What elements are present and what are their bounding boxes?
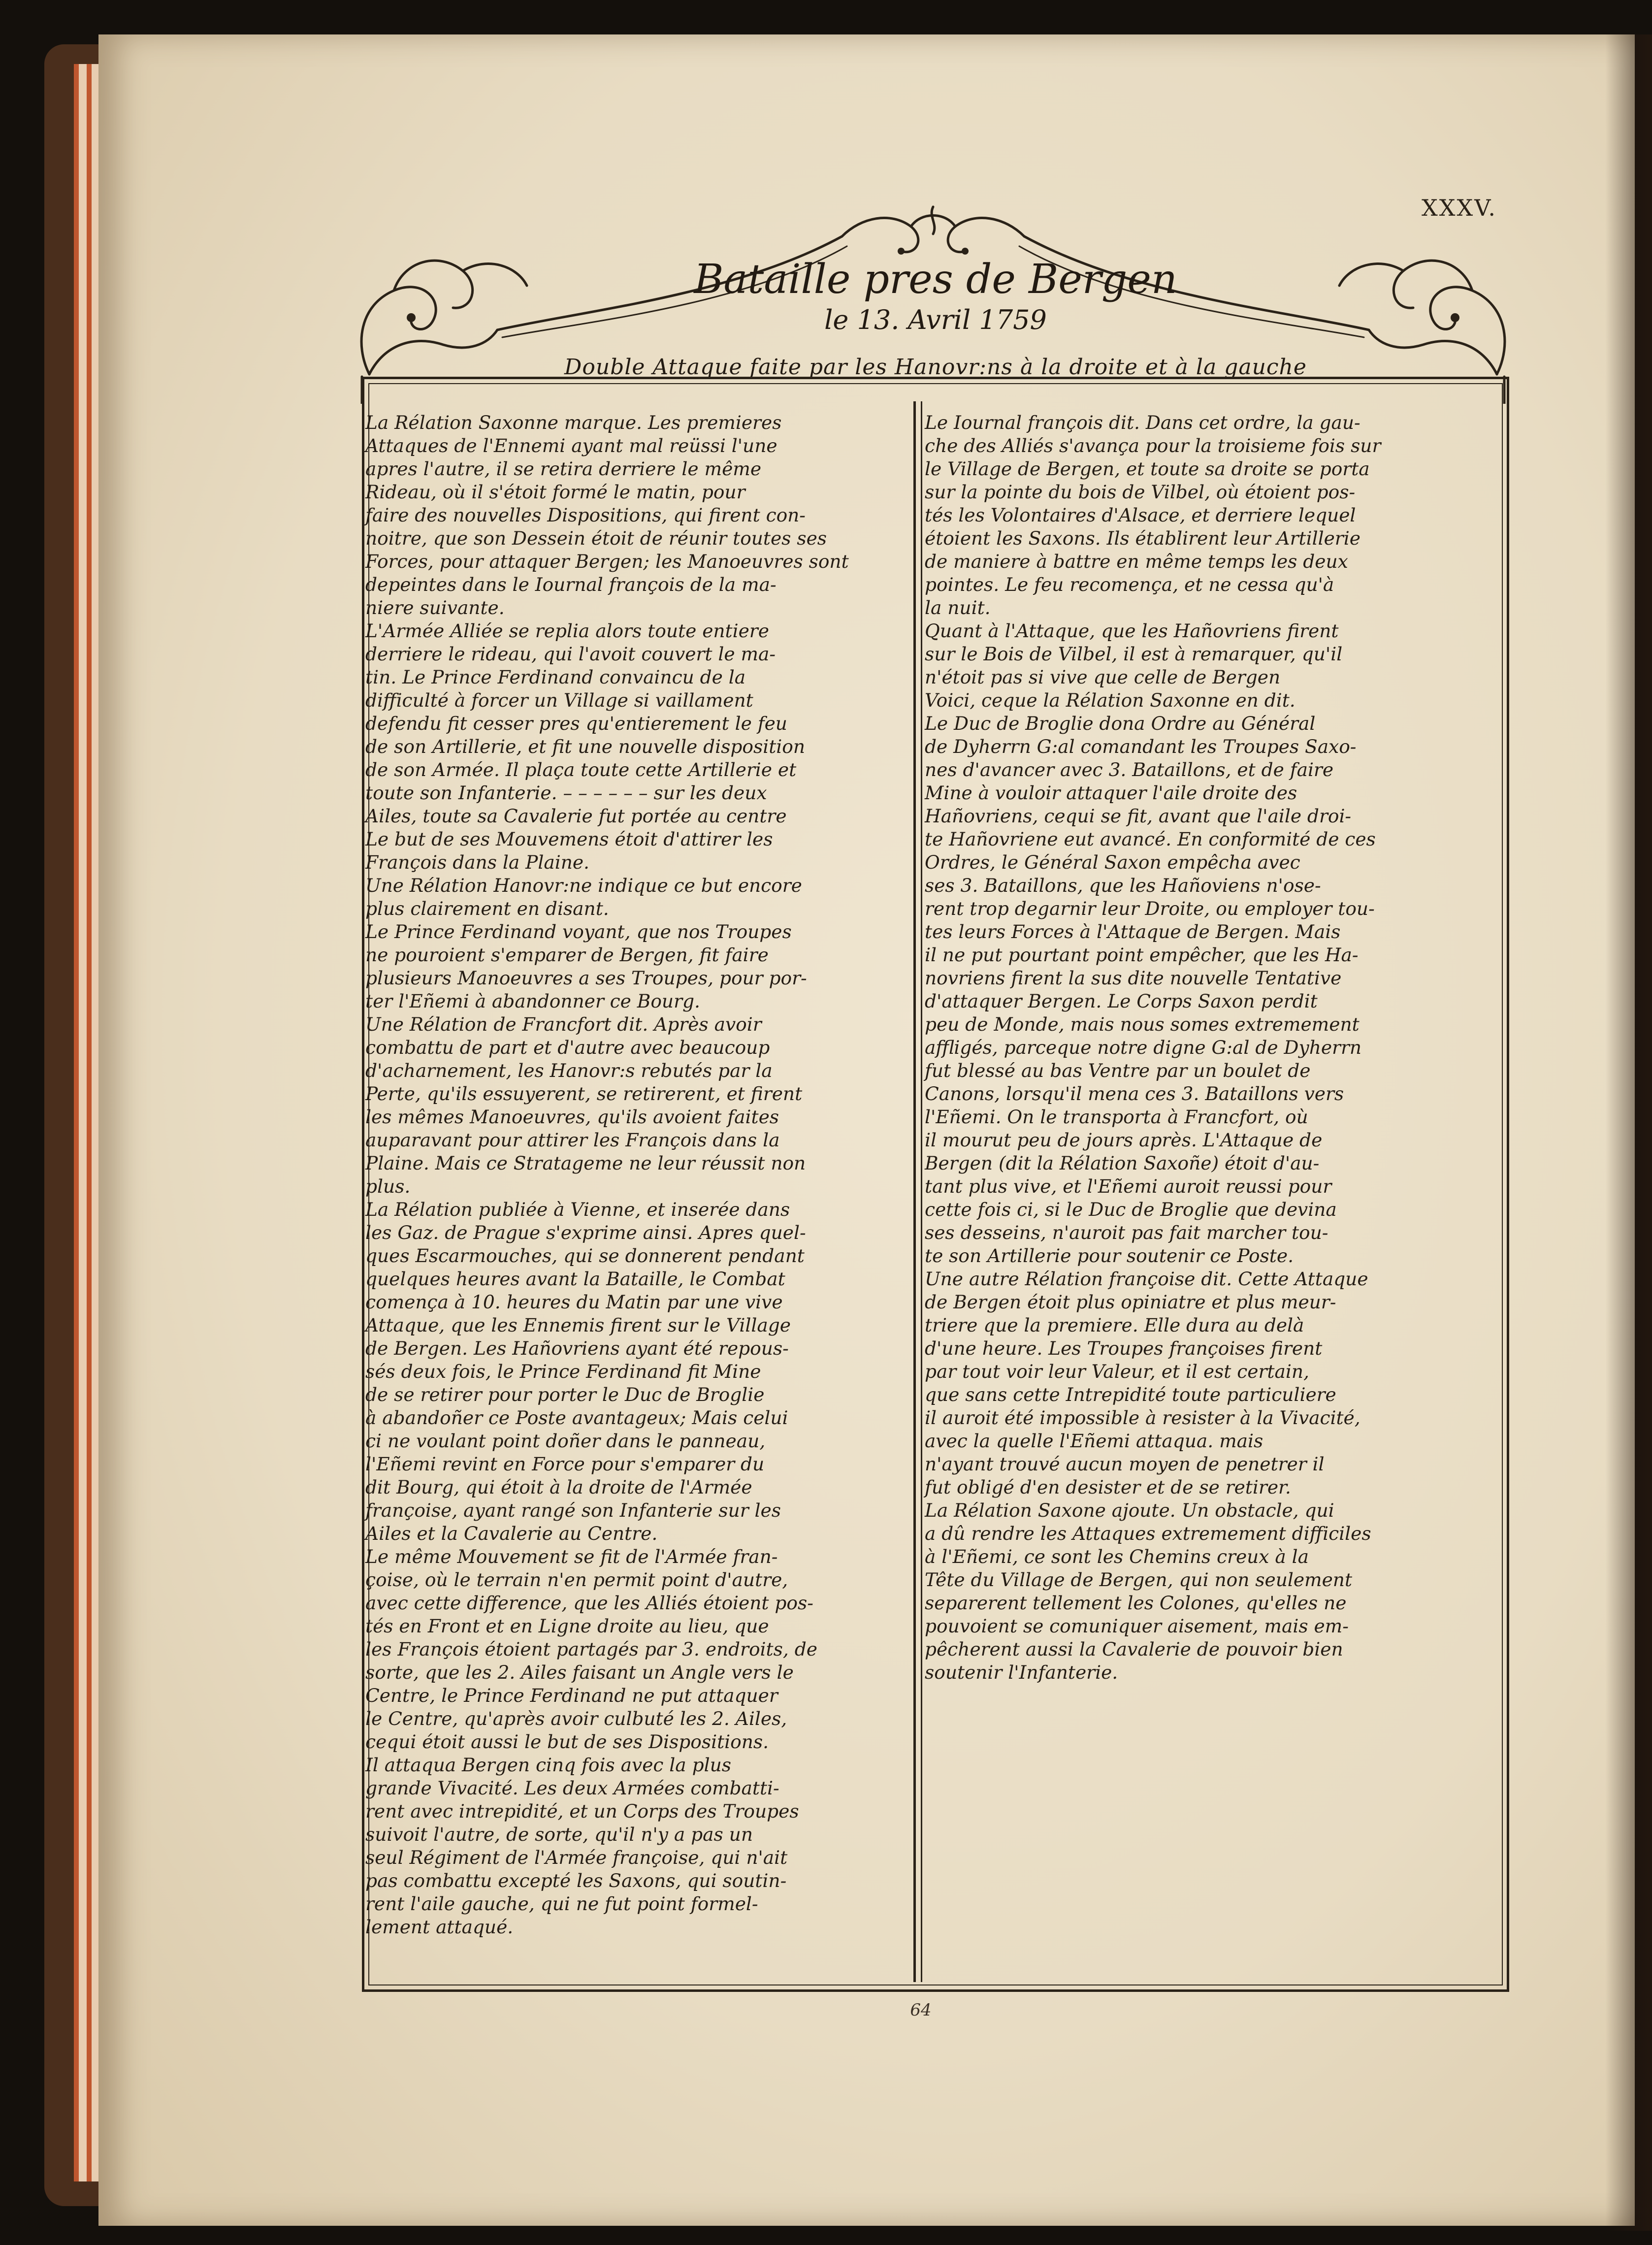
text-line: niere suivante. <box>365 597 505 618</box>
text-line: apres l'autre, il se retira derriere le même <box>365 458 762 480</box>
text-line: quelques heures avant la Bataille, le Combat <box>365 1268 785 1290</box>
text-line: nes d'avancer avec 3. Bataillons, et de faire <box>925 759 1334 781</box>
text-line: pointes. Le feu recomença, et ne cessa qu'à <box>925 574 1334 595</box>
text-line: combattu de part et d'autre avec beaucoup <box>365 1037 770 1058</box>
text-line: Il attaqua Bergen cinq fois avec la plus <box>365 1754 731 1776</box>
text-line: n'étoit pas si vive que celle de Bergen <box>925 666 1281 688</box>
left-column <box>365 411 907 1939</box>
text-line: la nuit. <box>925 597 991 618</box>
text-line: Une Rélation Hanovr:ne indique ce but encore <box>365 875 802 896</box>
text-line: seul Régiment de l'Armée françoise, qui n'ait <box>365 1847 788 1868</box>
text-line: derriere le rideau, qui l'avoit couvert le ma- <box>365 643 776 665</box>
text-line: Tête du Village de Bergen, qui non seulement <box>925 1569 1353 1591</box>
text-line: pêcherent aussi la Cavalerie de pouvoir bien <box>925 1638 1343 1660</box>
text-line: soutenir l'Infanterie. <box>925 1661 1118 1683</box>
text-line: ne pouroient s'emparer de Bergen, fit faire <box>365 944 769 966</box>
text-line: plus. <box>365 1175 411 1197</box>
text-line: Le Iournal françois dit. Dans cet ordre, la gau- <box>925 412 1360 433</box>
text-line: sur le Bois de Vilbel, il est à remarquer, qu'il <box>925 643 1343 665</box>
text-line: separerent tellement les Colones, qu'elles ne <box>925 1592 1347 1614</box>
text-line: grande Vivacité. Les deux Armées combatti- <box>365 1777 779 1799</box>
text-line: fut blessé au bas Ventre par un boulet de <box>925 1060 1311 1081</box>
text-line: rent trop degarnir leur Droite, ou employer tou- <box>925 898 1375 919</box>
text-line: les Gaz. de Prague s'exprime ainsi. Apres quel- <box>365 1222 806 1243</box>
text-line: Hañovriens, cequi se fit, avant que l'aile droi- <box>925 805 1352 827</box>
text-line: pouvoient se comuniquer aisement, mais em- <box>925 1615 1349 1637</box>
text-line: de son Artillerie, et fit une nouvelle disposition <box>365 736 806 757</box>
text-line: de Bergen. Les Hañovriens ayant été repous- <box>365 1337 789 1359</box>
text-line: ques Escarmouches, qui se donnerent pendant <box>365 1245 805 1267</box>
text-line: sur la pointe du bois de Vilbel, où étoient pos- <box>925 481 1356 503</box>
text-line: depeintes dans le Iournal françois de la ma- <box>365 574 777 595</box>
text-line: dit Bourg, qui étoit à la droite de l'Armée <box>365 1476 752 1498</box>
text-line: Attaque, que les Ennemis firent sur le Village <box>365 1314 791 1336</box>
text-line: cette fois ci, si le Duc de Broglie que devina <box>925 1199 1337 1220</box>
text-line: tés en Front et en Ligne droite au lieu, que <box>365 1615 769 1637</box>
text-line: Le Prince Ferdinand voyant, que nos Troupes <box>365 921 792 943</box>
text-line: les François étoient partagés par 3. endroits, de <box>365 1638 817 1660</box>
text-line: à l'Eñemi, ce sont les Chemins creux à la <box>925 1546 1309 1567</box>
text-line: tant plus vive, et l'Eñemi auroit reussi pour <box>925 1175 1332 1197</box>
text-line: suivoit l'autre, de sorte, qu'il n'y a pas un <box>365 1823 753 1845</box>
text-line: çoise, où le terrain n'en permit point d'autre, <box>365 1569 788 1591</box>
text-line: les mêmes Manoeuvres, qu'ils avoient faites <box>365 1106 779 1128</box>
text-line: fut obligé d'en desister et de se retirer. <box>925 1476 1291 1498</box>
text-line: Centre, le Prince Ferdinand ne put attaquer <box>365 1685 778 1706</box>
text-line: François dans la Plaine. <box>365 851 589 873</box>
text-line: Voici, ceque la Rélation Saxonne en dit. <box>925 689 1296 711</box>
text-line: rent avec intrepidité, et un Corps des Troupes <box>365 1800 799 1822</box>
text-line: Quant à l'Attaque, que les Hañovriens firent <box>925 620 1339 642</box>
text-line: tin. Le Prince Ferdinand convaincu de la <box>365 666 746 688</box>
text-line: novriens firent la sus dite nouvelle Tentative <box>925 967 1342 989</box>
text-line: Attaques de l'Ennemi ayant mal reüssi l'une <box>365 435 777 456</box>
text-line: de Bergen étoit plus opiniatre et plus meur- <box>925 1291 1336 1313</box>
text-line: difficulté à forcer un Village si vaillament <box>365 689 753 711</box>
text-line: defendu fit cesser pres qu'entierement le feu <box>365 713 787 734</box>
text-line: a dû rendre les Attaques extremement difficiles <box>925 1523 1371 1544</box>
text-line: La Rélation Saxonne marque. Les premieres <box>365 412 782 433</box>
text-line: d'attaquer Bergen. Le Corps Saxon perdit <box>925 990 1318 1012</box>
text-line: étoient les Saxons. Ils établirent leur Artillerie <box>925 527 1360 549</box>
binding-shadow <box>1605 34 1652 2231</box>
text-line: affligés, parceque notre digne G:al de Dyherrn <box>925 1037 1362 1058</box>
text-line: par tout voir leur Valeur, et il est certain, <box>925 1361 1309 1382</box>
text-line: il ne put pourtant point empêcher, que les Ha- <box>925 944 1359 966</box>
text-line: avec cette difference, que les Alliés étoient pos- <box>365 1592 813 1614</box>
text-line: de son Armée. Il plaça toute cette Artillerie et <box>365 759 797 781</box>
text-line: l'Eñemi. On le transporta à Francfort, où <box>925 1106 1308 1128</box>
text-line: cequi étoit aussi le but de ses Dispositions. <box>365 1731 769 1753</box>
text-line: avec la quelle l'Eñemi attaqua. mais <box>925 1430 1263 1452</box>
text-line: françoise, ayant rangé son Infanterie sur les <box>365 1499 781 1521</box>
page-title: Bataille pres de Bergen <box>694 256 1177 303</box>
text-line: plus clairement en disant. <box>365 898 609 919</box>
text-line: La Rélation publiée à Vienne, et inserée dans <box>365 1199 790 1220</box>
text-line: ter l'Eñemi à abandonner ce Bourg. <box>365 990 700 1012</box>
text-line: ci ne voulant point doñer dans le panneau, <box>365 1430 766 1452</box>
text-line: il mourut peu de jours après. L'Attaque de <box>925 1129 1323 1151</box>
text-line: lement attaqué. <box>365 1916 514 1938</box>
text-line: le Village de Bergen, et toute sa droite se porta <box>925 458 1370 480</box>
text-line: Ordres, le Général Saxon empêcha avec <box>925 851 1300 873</box>
text-line: à abandoñer ce Poste avantageux; Mais celui <box>365 1407 788 1429</box>
subtitle: Double Attaque faite par les Hanovr:ns à la droite et à la gauche <box>564 355 1307 380</box>
text-line: Perte, qu'ils essuyerent, se retirerent, et firent <box>365 1083 803 1105</box>
text-line: sorte, que les 2. Ailes faisant un Angle vers le <box>365 1661 794 1683</box>
text-line: Canons, lorsqu'il mena ces 3. Bataillons vers <box>925 1083 1344 1105</box>
text-line: sés deux fois, le Prince Ferdinand fit Mine <box>365 1361 761 1382</box>
text-line: comença à 10. heures du Matin par une vive <box>365 1291 783 1313</box>
text-line: plusieurs Manoeuvres a ses Troupes, pour por- <box>365 967 807 989</box>
right-column <box>925 411 1486 1684</box>
text-line: te son Artillerie pour soutenir ce Poste. <box>925 1245 1294 1267</box>
text-line: che des Alliés s'avança pour la troisieme fois sur <box>925 435 1381 456</box>
text-line: peu de Monde, mais nous somes extremement <box>925 1013 1360 1035</box>
text-line: il auroit été impossible à resister à la Vivacité, <box>925 1407 1360 1429</box>
text-line: Le même Mouvement se fit de l'Armée fran- <box>365 1546 778 1567</box>
text-line: n'ayant trouvé aucun moyen de penetrer il <box>925 1453 1325 1475</box>
text-line: tés les Volontaires d'Alsace, et derriere lequel <box>925 504 1356 526</box>
text-line: toute son Infanterie. – – – – – – sur les deux <box>365 782 767 804</box>
text-line: auparavant pour attirer les François dans la <box>365 1129 780 1151</box>
text-line: noitre, que son Dessein étoit de réunir toutes ses <box>365 527 827 549</box>
text-line: de se retirer pour porter le Duc de Broglie <box>365 1384 765 1405</box>
text-line: que sans cette Intrepidité toute particuliere <box>925 1384 1336 1405</box>
text-line: de Dyherrn G:al comandant les Troupes Saxo- <box>925 736 1357 757</box>
text-line: d'acharnement, les Hanovr:s rebutés par la <box>365 1060 773 1081</box>
text-line: Bergen (dit la Rélation Saxoñe) étoit d'au- <box>925 1152 1320 1174</box>
text-line: Ailes et la Cavalerie au Centre. <box>365 1523 658 1544</box>
column-divider <box>913 401 922 1982</box>
text-line: Le but de ses Mouvemens étoit d'attirer les <box>365 828 773 850</box>
plate-number: XXXV. <box>1421 195 1497 221</box>
text-line: Le Duc de Broglie dona Ordre au Général <box>925 713 1316 734</box>
text-line: ses 3. Bataillons, que les Hañoviens n'ose- <box>925 875 1321 896</box>
page-number: 64 <box>910 2000 932 2020</box>
text-line: ses desseins, n'auroit pas fait marcher tou- <box>925 1222 1328 1243</box>
text-line: Mine à vouloir attaquer l'aile droite des <box>925 782 1297 804</box>
text-line: de maniere à battre en même temps les deux <box>925 551 1348 572</box>
text-line: rent l'aile gauche, qui ne fut point formel- <box>365 1893 758 1915</box>
text-line: Forces, pour attaquer Bergen; les Manoeuvres sont <box>365 551 849 572</box>
text-line: triere que la premiere. Elle dura au delà <box>925 1314 1304 1336</box>
text-line: Une autre Rélation françoise dit. Cette Attaque <box>925 1268 1368 1290</box>
text-line: Rideau, où il s'étoit formé le matin, pour <box>365 481 745 503</box>
text-line: L'Armée Alliée se replia alors toute entiere <box>365 620 769 642</box>
text-line: Plaine. Mais ce Stratageme ne leur réussit non <box>365 1152 806 1174</box>
text-line: tes leurs Forces à l'Attaque de Bergen. Mais <box>925 921 1341 943</box>
text-line: Une Rélation de Francfort dit. Après avoir <box>365 1013 762 1035</box>
text-line: Ailes, toute sa Cavalerie fut portée au centre <box>365 805 787 827</box>
text-line: l'Eñemi revint en Force pour s'emparer du <box>365 1453 765 1475</box>
text-line: faire des nouvelles Dispositions, qui firent con- <box>365 504 806 526</box>
text-line: te Hañovriene eut avancé. En conformité de ces <box>925 828 1376 850</box>
battle-date: le 13. Avril 1759 <box>824 304 1047 335</box>
text-line: pas combattu excepté les Saxons, qui soutin- <box>365 1870 787 1891</box>
text-line: d'une heure. Les Troupes françoises firent <box>925 1337 1323 1359</box>
text-line: le Centre, qu'après avoir culbuté les 2. Ailes, <box>365 1708 787 1729</box>
text-line: La Rélation Saxone ajoute. Un obstacle, qui <box>925 1499 1334 1521</box>
